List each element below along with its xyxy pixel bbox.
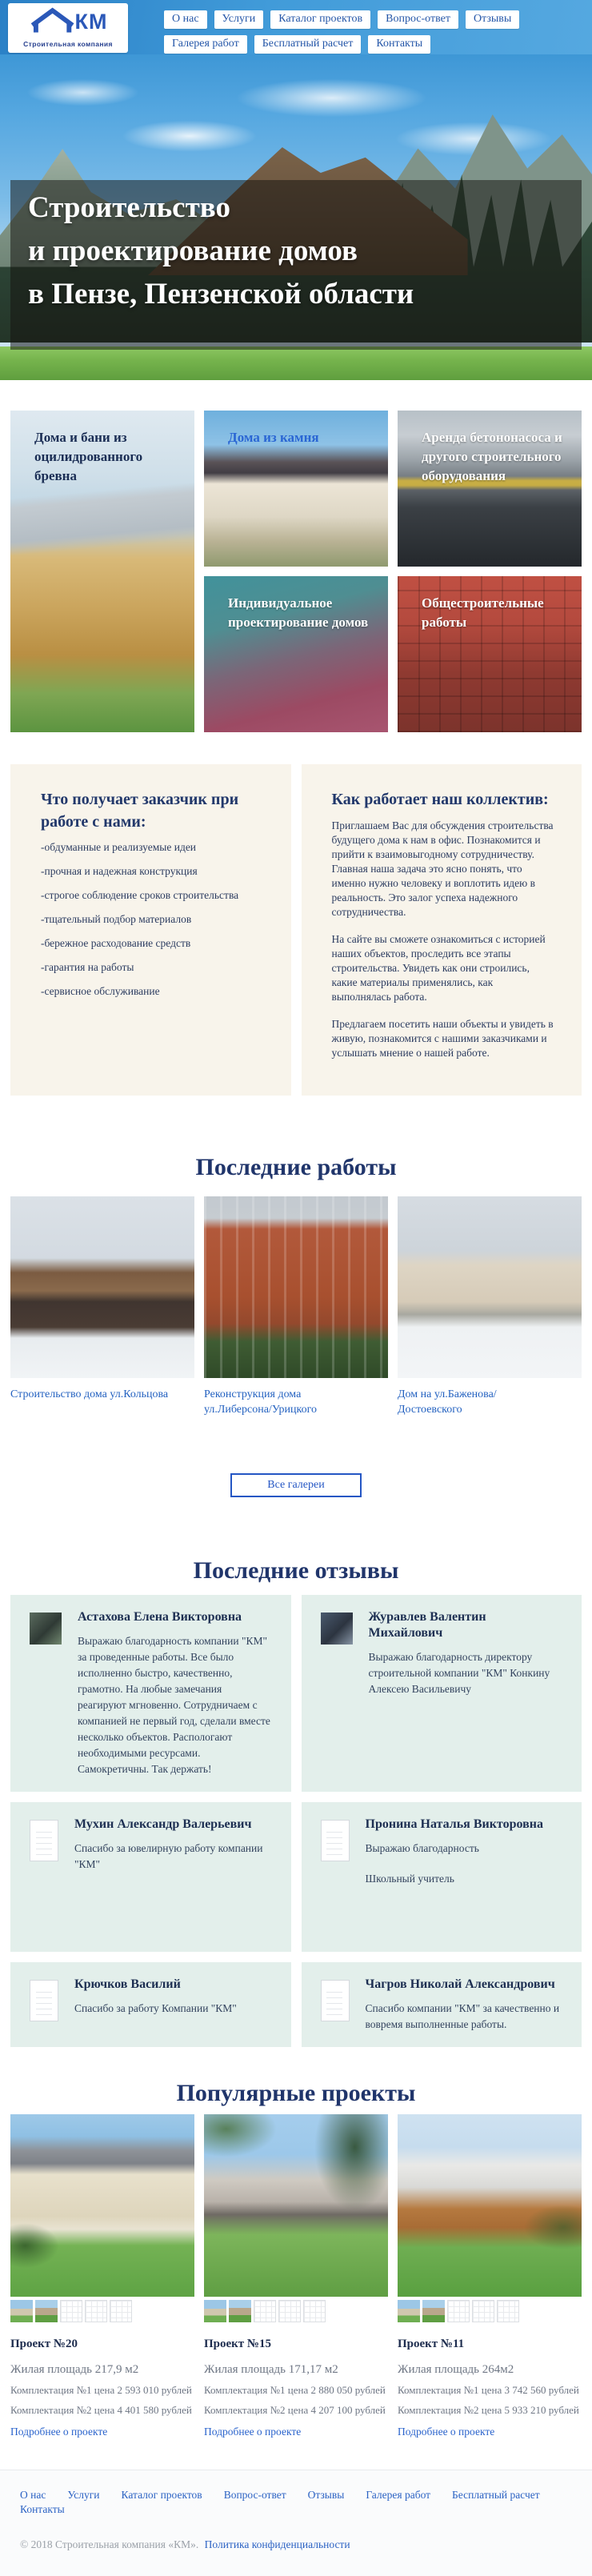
info-blocks	[10, 764, 582, 1096]
project-plan-thumbnail[interactable]	[472, 2300, 494, 2322]
review-card	[10, 1595, 291, 1792]
project-thumbnails	[204, 2300, 388, 2322]
privacy-policy-link[interactable]: Политика конфиденциальности	[204, 2538, 350, 2550]
review-text: Спасибо компании "КМ" за качественно и вовремя выполненные работы.	[365, 2002, 560, 2030]
company-logo[interactable]	[8, 3, 128, 53]
benefit-item: -строгое соблюдение сроков строительства	[41, 889, 239, 901]
footer-nav-faq[interactable]: Вопрос-ответ	[223, 2489, 286, 2501]
site-footer	[0, 2470, 592, 2576]
team-block	[302, 764, 582, 1096]
hero-overlay	[10, 180, 582, 350]
work-photo-bazhenova[interactable]	[398, 1196, 582, 1378]
site-header	[0, 0, 592, 54]
work-card	[204, 1196, 388, 1417]
review-body	[74, 1817, 272, 1873]
footer-nav-about[interactable]: О нас	[20, 2489, 46, 2501]
team-paragraph: На сайте вы сможете ознакомиться с историей наших объектов, проследить все этапы строительства. Увидеть как они строились, какие материалы применялись, как выполнялась работа.	[331, 933, 546, 1003]
service-card-general-construction[interactable]	[398, 576, 582, 732]
project-main-photo[interactable]	[398, 2114, 582, 2297]
review-body	[369, 1609, 563, 1697]
footer-nav-gallery[interactable]: Галерея работ	[366, 2489, 431, 2501]
nav-item-catalog[interactable]: Каталог проектов	[270, 10, 370, 29]
project-plan-thumbnail[interactable]	[497, 2300, 519, 2322]
nav-item-contacts[interactable]: Контакты	[368, 35, 430, 54]
project-main-photo[interactable]	[204, 2114, 388, 2297]
hero-grass	[0, 347, 592, 380]
review-body	[74, 1977, 237, 2017]
hero-title-line-3: в Пензе, Пензенской области	[28, 278, 414, 310]
projects-grid	[10, 2114, 582, 2439]
reviews-grid	[10, 1595, 582, 2047]
nav-item-reviews[interactable]: Отзывы	[466, 10, 519, 29]
service-title: Общестроительные работы	[422, 595, 544, 630]
reviewer-name: Крючков Василий	[74, 1977, 181, 1991]
hero-title	[28, 186, 574, 316]
benefit-item: -бережное расходование средств	[41, 937, 191, 949]
copyright-text: © 2018 Строительная компания «КМ».	[20, 2538, 199, 2550]
project-card	[204, 2114, 388, 2439]
review-card	[10, 1962, 291, 2047]
footer-nav	[0, 2488, 592, 2517]
reviewer-avatar	[30, 1613, 62, 1645]
nav-item-about[interactable]: О нас	[164, 10, 207, 29]
popular-projects-heading: Популярные проекты	[176, 2080, 416, 2106]
reviews-section	[10, 1555, 582, 2047]
project-kit-2: Комплектация №2 цена 5 933 210 рублей	[398, 2404, 579, 2416]
footer-nav-contacts[interactable]: Контакты	[20, 2503, 65, 2515]
project-plan-thumbnail[interactable]	[447, 2300, 470, 2322]
project-kit-1: Комплектация №1 цена 3 742 560 рублей	[398, 2384, 579, 2396]
service-title: Индивидуальное проектирование домов	[228, 595, 369, 630]
project-thumbnail[interactable]	[204, 2300, 226, 2322]
logo-text: КМ	[74, 9, 108, 34]
project-title: Проект №11	[398, 2338, 465, 2350]
project-details-link[interactable]: Подробнее о проекте	[204, 2426, 302, 2438]
main-nav	[164, 10, 568, 60]
project-thumbnail[interactable]	[422, 2300, 445, 2322]
project-title: Проект №20	[10, 2338, 78, 2350]
review-text: Выражаю благодарность компании "КМ" за проведенные работы. Все было исполненно быстро, качественно, грамотно. На любые замечания реагируют мгновенно. Сотрудничаем с компанией не первый год, сделали вместе несколько объектов. Распологают необходимыми ресурсами. Самокретичны. Так держать!	[78, 1635, 270, 1775]
project-plan-thumbnail[interactable]	[60, 2300, 82, 2322]
reviewer-name: Журавлев Валентин Михайлович	[368, 1610, 486, 1640]
review-card	[10, 1802, 291, 1952]
review-text: Спасибо за работу Компании "КМ"	[74, 2002, 237, 2014]
work-caption-link[interactable]: Строительство дома ул.Кольцова	[10, 1388, 169, 1400]
reviewer-name: Пронина Наталья Викторовна	[365, 1817, 543, 1831]
review-letter-thumbnail	[30, 1820, 58, 1861]
reviewer-name: Астахова Елена Викторовна	[78, 1610, 242, 1624]
review-text: Выражаю благодарность директору строительной компании "КМ" Конкину Алексею Васильевичу	[368, 1651, 550, 1695]
project-kit-1: Комплектация №1 цена 2 880 050 рублей	[204, 2384, 386, 2396]
popular-projects-section	[10, 2079, 582, 2439]
benefits-title: Что получает заказчик при работе с нами:	[41, 791, 239, 831]
project-area: Жилая площадь 171,17 м2	[204, 2363, 338, 2376]
review-text: Выражаю благодарность	[365, 1842, 479, 1854]
project-area: Жилая площадь 264м2	[398, 2363, 514, 2376]
benefit-item: -обдуманные и реализуемые идеи	[41, 841, 197, 853]
project-details-link[interactable]: Подробнее о проекте	[398, 2426, 495, 2438]
service-title: Аренда бетононасоса и другого строительного оборудования	[422, 430, 562, 483]
review-body	[366, 1817, 543, 1887]
work-card	[10, 1196, 194, 1417]
project-kit-2: Комплектация №2 цена 4 207 100 рублей	[204, 2404, 386, 2416]
nav-item-gallery[interactable]: Галерея работ	[164, 35, 247, 54]
work-card	[398, 1196, 582, 1417]
service-card-log-houses[interactable]	[10, 411, 194, 732]
project-title: Проект №15	[204, 2338, 272, 2350]
project-plan-thumbnail[interactable]	[110, 2300, 132, 2322]
work-photo-kolcova[interactable]	[10, 1196, 194, 1378]
latest-works-heading: Последние работы	[195, 1154, 397, 1180]
works-grid	[10, 1196, 582, 1417]
review-body	[366, 1977, 563, 2033]
nav-item-free-estimate[interactable]: Бесплатный расчет	[254, 35, 362, 54]
review-body	[78, 1609, 272, 1777]
service-card-stone-houses[interactable]	[204, 411, 388, 567]
footer-nav-catalog[interactable]: Каталог проектов	[121, 2489, 202, 2501]
project-plan-thumbnail[interactable]	[85, 2300, 107, 2322]
work-caption-link[interactable]: Дом на ул.Баженова/Достоевского	[398, 1388, 497, 1416]
footer-nav-reviews[interactable]: Отзывы	[307, 2489, 345, 2501]
project-kit-1: Комплектация №1 цена 2 593 010 рублей	[10, 2384, 192, 2396]
service-card-custom-design[interactable]	[204, 576, 388, 732]
hero-banner	[0, 54, 592, 380]
footer-nav-free-estimate[interactable]: Бесплатный расчет	[452, 2489, 540, 2501]
review-letter-thumbnail	[30, 1980, 58, 2021]
benefit-item: -гарантия на работы	[41, 961, 134, 973]
copyright-line	[20, 2538, 592, 2552]
project-plan-thumbnail[interactable]	[303, 2300, 326, 2322]
benefit-item: -тщательный подбор материалов	[41, 913, 192, 925]
nav-item-faq[interactable]: Вопрос-ответ	[378, 10, 458, 29]
team-paragraph: Предлагаем посетить наши объекты и увидеть в живую, познакомится с нашими заказчиками и услышать мнение о нашей работе.	[331, 1018, 554, 1059]
project-thumbnails	[10, 2300, 194, 2322]
service-title: Дома из камня	[228, 430, 319, 445]
logo-subtitle: Строительная компания	[23, 40, 113, 48]
service-card-pump-rental[interactable]	[398, 411, 582, 567]
project-details-link[interactable]: Подробнее о проекте	[10, 2426, 108, 2438]
project-area: Жилая площадь 217,9 м2	[10, 2363, 139, 2376]
project-thumbnail[interactable]	[398, 2300, 420, 2322]
project-card	[398, 2114, 582, 2439]
all-galleries-button[interactable]: Все галереи	[230, 1473, 362, 1497]
benefit-item: -прочная и надежная конструкция	[41, 865, 198, 877]
project-thumbnail[interactable]	[10, 2300, 33, 2322]
project-thumbnail[interactable]	[35, 2300, 58, 2322]
team-paragraph: Приглашаем Вас для обсуждения строительства будущего дома к нам в офис. Познакомится и прийти к взаимовыгодному сотрудничеству. Главная наша задача это ясно понять, что именно нужно человеку и воплотить идею в реальность. Это залог успеха надежного сотрудничества.	[331, 819, 554, 918]
project-plan-thumbnail[interactable]	[278, 2300, 301, 2322]
review-text: Спасибо за ювелирную работу компании "КМ"	[74, 1842, 263, 1870]
hero-title-line-1: Строительство	[28, 191, 231, 224]
project-card	[10, 2114, 194, 2439]
work-caption-link[interactable]: Реконструкция дома ул.Либерсона/Урицкого	[204, 1388, 317, 1416]
review-card	[302, 1802, 582, 1952]
reviewer-name: Чагров Николай Александрович	[365, 1977, 555, 1991]
project-kit-2: Комплектация №2 цена 4 401 580 рублей	[10, 2404, 192, 2416]
services-grid	[10, 411, 582, 732]
project-thumbnail[interactable]	[229, 2300, 251, 2322]
latest-works-section	[10, 1152, 582, 1497]
reviews-heading: Последние отзывы	[193, 1557, 399, 1584]
footer-nav-services[interactable]: Услуги	[67, 2489, 100, 2501]
reviewer-occupation: Школьный учитель	[365, 1873, 454, 1885]
benefits-block	[10, 764, 291, 1096]
team-title: Как работает наш коллектив:	[331, 791, 549, 808]
reviewer-avatar	[321, 1613, 353, 1645]
reviewer-name: Мухин Александр Валерьевич	[74, 1817, 252, 1831]
nav-item-services[interactable]: Услуги	[214, 10, 264, 29]
review-card	[302, 1962, 582, 2047]
project-thumbnails	[398, 2300, 582, 2322]
review-letter-thumbnail	[321, 1980, 350, 2021]
hero-title-line-2: и проектирование домов	[28, 234, 358, 267]
project-plan-thumbnail[interactable]	[254, 2300, 276, 2322]
review-card	[302, 1595, 582, 1792]
work-photo-libersona[interactable]	[204, 1196, 388, 1378]
benefit-item: -сервисное обслуживание	[41, 985, 160, 997]
service-title: Дома и бани из оцилидрованного бревна	[34, 430, 143, 483]
review-letter-thumbnail	[321, 1820, 350, 1861]
project-main-photo[interactable]	[10, 2114, 194, 2297]
